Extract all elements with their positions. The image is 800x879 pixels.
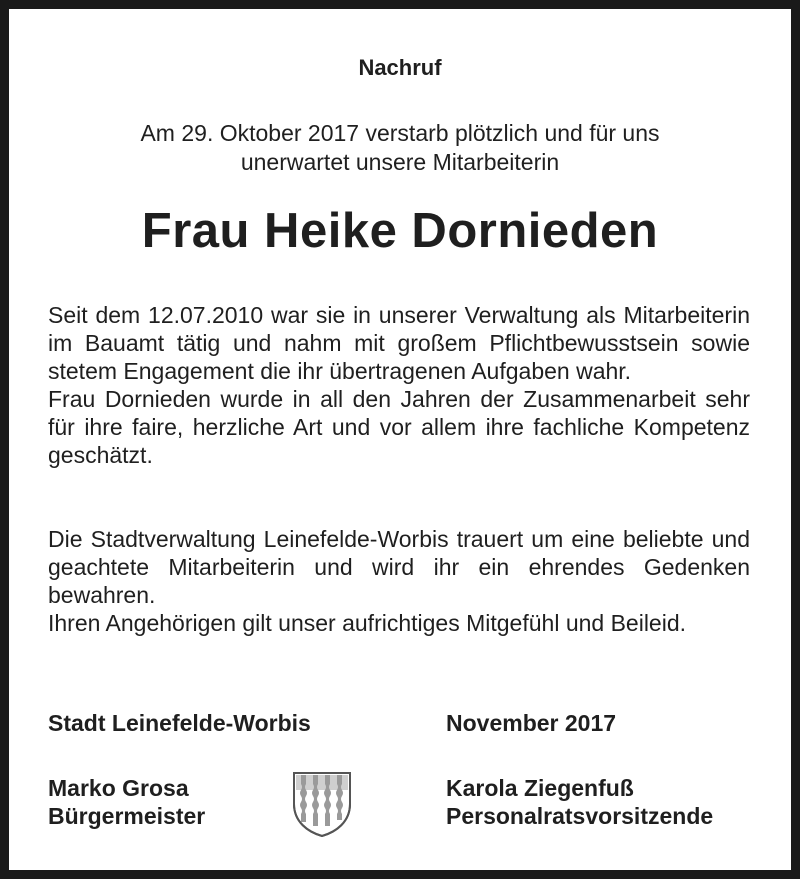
- signatory-left-title: Bürgermeister: [48, 803, 206, 829]
- intro-line-2: unerwartet unsere Mitarbeiterin: [240, 149, 560, 175]
- deceased-name: Frau Heike Dornieden: [141, 204, 659, 258]
- organization-name: Stadt Leinefelde-Worbis: [48, 710, 311, 736]
- body-block-2: [48, 525, 750, 637]
- notice-intro: [9, 119, 791, 177]
- signatory-left-name: Marko Grosa: [48, 775, 189, 801]
- signatory-right: [446, 774, 713, 830]
- paragraph-condolence: Ihren Angehörigen gilt unser aufrichtiges Mitgefühl und Beileid.: [48, 610, 687, 636]
- signatory-right-title: Personalratsvorsitzende: [446, 803, 714, 829]
- body-block-1: [48, 301, 750, 469]
- coat-of-arms-icon: [291, 770, 353, 838]
- paragraph-service: Seit dem 12.07.2010 war sie in unserer Verwaltung als Mitarbeiterin im Bauamt tätig und nahm mit großem Pflichtbewusstsein sowie stetem Engagement die ihr übertragenen Aufgaben wahr.: [48, 302, 750, 384]
- notice-heading: Nachruf: [358, 55, 442, 80]
- notice-date: November 2017: [446, 710, 617, 736]
- paragraph-appreciation: Frau Dornieden wurde in all den Jahren der Zusammenarbeit sehr für ihre faire, herzliche Art und vor allem ihre fachliche Kompetenz geschätzt.: [48, 386, 750, 468]
- intro-line-1: Am 29. Oktober 2017 verstarb plötzlich und für uns: [140, 120, 660, 146]
- signatory-right-name: Karola Ziegenfuß: [446, 775, 634, 801]
- signatory-left: [48, 774, 205, 830]
- paragraph-mourning: Die Stadtverwaltung Leinefelde-Worbis trauert um eine beliebte und geachtete Mitarbeiterin und wird ihr ein ehrendes Gedenken bewahren.: [48, 526, 750, 608]
